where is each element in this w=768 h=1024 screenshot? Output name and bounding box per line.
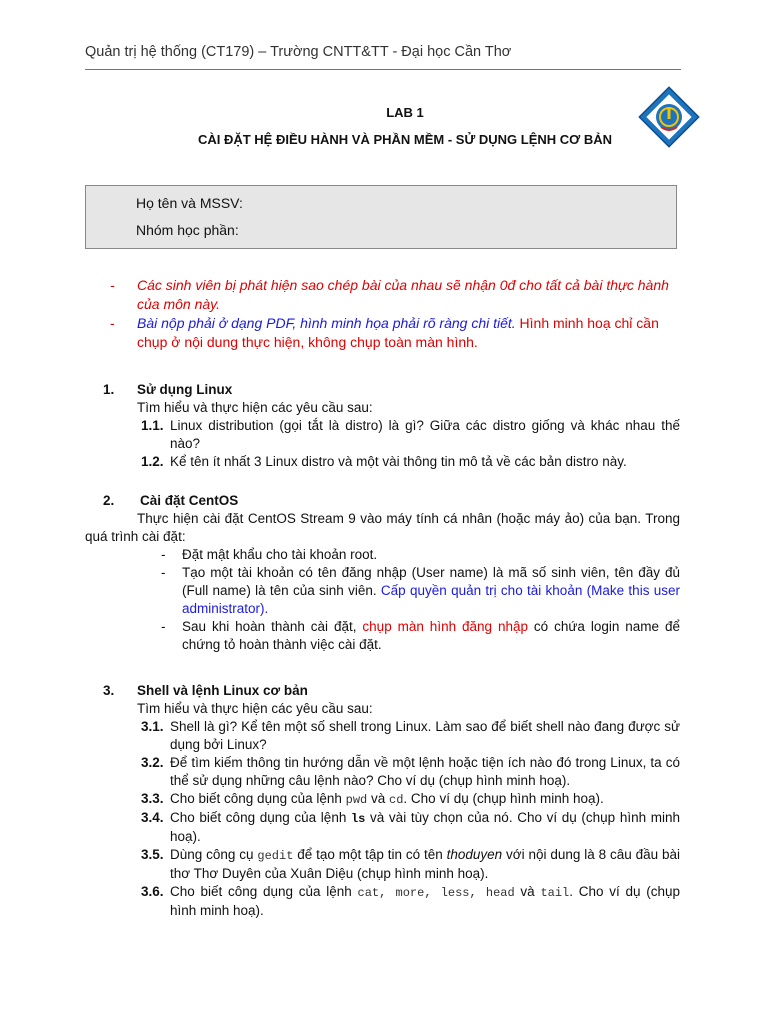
question-1-1 <box>85 417 680 453</box>
question-number: 1.2. <box>141 454 164 469</box>
question-3-4 <box>85 809 680 846</box>
question-text: và <box>367 791 390 806</box>
step-admin-text: Cấp quyền quản trị cho tài khoản (Make this user administrator). <box>182 583 681 616</box>
notes-list <box>110 276 680 352</box>
question-3-1 <box>85 718 680 754</box>
section-2 <box>85 492 680 654</box>
section-number: 1. <box>103 382 115 397</box>
install-step-screenshot <box>85 618 680 654</box>
question-text: Cho biết công dụng của lệnh <box>170 884 358 899</box>
section-2-heading <box>85 492 680 510</box>
question-text: để tạo một tập tin có tên <box>293 847 447 862</box>
lab-subtitle: CÀI ĐẶT HỆ ĐIỀU HÀNH VÀ PHẦN MỀM - SỬ DỤNG LỆNH CƠ BẢN <box>197 132 613 147</box>
question-text: . Cho ví dụ (chụp hình minh hoạ). <box>170 884 680 918</box>
section-3 <box>85 682 680 920</box>
section-title: Sử dụng Linux <box>137 382 233 397</box>
command-cd: cd <box>389 793 404 807</box>
question-text: với nội dung là 8 câu đầu bài thơ Thơ Duyên của Xuân Diệu (chụp hình minh hoạ). <box>170 847 681 881</box>
group-label: Nhóm học phần: <box>136 222 239 238</box>
note-plagiarism-text: Các sinh viên bị phát hiện sao chép bài của nhau sẽ nhận 0đ cho tất cả bài thực hành của môn này. <box>137 277 669 312</box>
step-text: Đặt mật khẩu cho tài khoản root. <box>182 547 378 562</box>
question-number: 3.3. <box>141 791 164 806</box>
section-3-heading <box>85 682 680 700</box>
university-logo-icon <box>635 86 703 148</box>
bullet-dash: - <box>161 547 166 562</box>
install-step-create-user <box>85 564 680 618</box>
question-text: và <box>514 884 541 899</box>
question-text: Shell là gì? Kể tên một số shell trong Linux. Làm sao để biết shell nào đang được sử dụng bởi Linux? <box>170 719 680 752</box>
section-intro: Tìm hiểu và thực hiện các yêu cầu sau: <box>137 701 373 716</box>
question-3-2 <box>85 754 680 790</box>
question-number: 3.2. <box>141 755 164 770</box>
question-text: Để tìm kiếm thông tin hướng dẫn về một lệnh hoặc tiện ích nào đó trong Linux, ta có thể sử dụng những câu lệnh nào? Cho ví dụ (chụp hình minh hoạ). <box>170 755 680 788</box>
command-pwd: pwd <box>345 793 368 807</box>
note-plagiarism <box>110 276 680 314</box>
filename-thoduyen: thoduyen <box>446 847 503 862</box>
section-1-heading <box>85 381 680 399</box>
note-dash: - <box>110 315 115 331</box>
step-text-tail: có chứa login name để chứng tỏ hoàn thành việc cài đặt. <box>182 619 680 652</box>
install-step-root-password <box>85 546 680 564</box>
question-text: Dùng công cụ <box>170 847 258 862</box>
bullet-dash: - <box>161 619 166 634</box>
question-number: 1.1. <box>141 418 164 433</box>
command-tail: tail <box>540 886 570 900</box>
student-name-label: Họ tên và MSSV: <box>136 195 243 211</box>
header-divider <box>85 69 681 70</box>
lab-title: LAB 1 <box>386 105 424 120</box>
question-number: 3.5. <box>141 847 164 862</box>
page-header: Quản trị hệ thống (CT179) – Trường CNTT&TT - Đại học Cần Thơ <box>85 44 512 60</box>
question-3-5 <box>85 846 680 883</box>
question-text: Cho biết công dụng của lệnh <box>170 791 346 806</box>
step-screenshot-text: chụp màn hình đăng nhập <box>356 619 528 634</box>
question-3-3 <box>85 790 680 809</box>
note-submission <box>110 314 680 352</box>
step-text: Tạo một tài khoản có tên đăng nhập (User name) là mã số sinh viên, tên đầy đủ (Full name) là tên của sinh viên. <box>182 565 680 598</box>
section-intro: Thực hiện cài đặt CentOS Stream 9 vào máy tính cá nhân (hoặc máy ảo) của bạn. Trong quá trình cài đặt: <box>85 511 680 544</box>
question-text: . Cho ví dụ (chụp hình minh hoạ). <box>403 791 604 806</box>
question-text: và vài tùy chọn của nó. Cho ví dụ (chụp hình minh hoạ). <box>170 810 680 844</box>
command-list: cat, more, less, head <box>357 886 515 900</box>
section-intro: Tìm hiểu và thực hiện các yêu cầu sau: <box>137 400 373 415</box>
step-text: Sau khi hoàn thành cài đặt, <box>182 619 357 634</box>
section-title: Cài đặt CentOS <box>140 493 239 508</box>
command-ls: ls <box>350 812 366 826</box>
section-number: 3. <box>103 683 115 698</box>
question-3-6 <box>85 883 680 920</box>
question-number: 3.1. <box>141 719 164 734</box>
bullet-dash: - <box>161 565 166 580</box>
note-dash: - <box>110 277 115 293</box>
question-1-2 <box>85 453 680 471</box>
question-number: 3.4. <box>141 810 164 825</box>
section-1 <box>85 381 680 471</box>
note-pdf-text: Bài nộp phải ở dạng PDF, hình minh họa phải rõ ràng chi tiết. <box>137 315 516 331</box>
command-gedit: gedit <box>257 849 294 863</box>
question-text: Kể tên ít nhất 3 Linux distro và một vài thông tin mô tả về các bản distro này. <box>170 454 627 469</box>
question-text: Linux distribution (gọi tắt là distro) là gì? Giữa các distro giống và khác nhau thế nào? <box>170 418 680 451</box>
section-title: Shell và lệnh Linux cơ bản <box>137 683 308 698</box>
question-number: 3.6. <box>141 884 164 899</box>
student-info-box <box>85 185 677 249</box>
note-screenshot-text: Hình minh hoạ chỉ cần chụp ở nội dung thực hiện, không chụp toàn màn hình. <box>137 315 659 350</box>
section-number: 2. <box>103 493 115 508</box>
question-text: Cho biết công dụng của lệnh <box>170 810 351 825</box>
